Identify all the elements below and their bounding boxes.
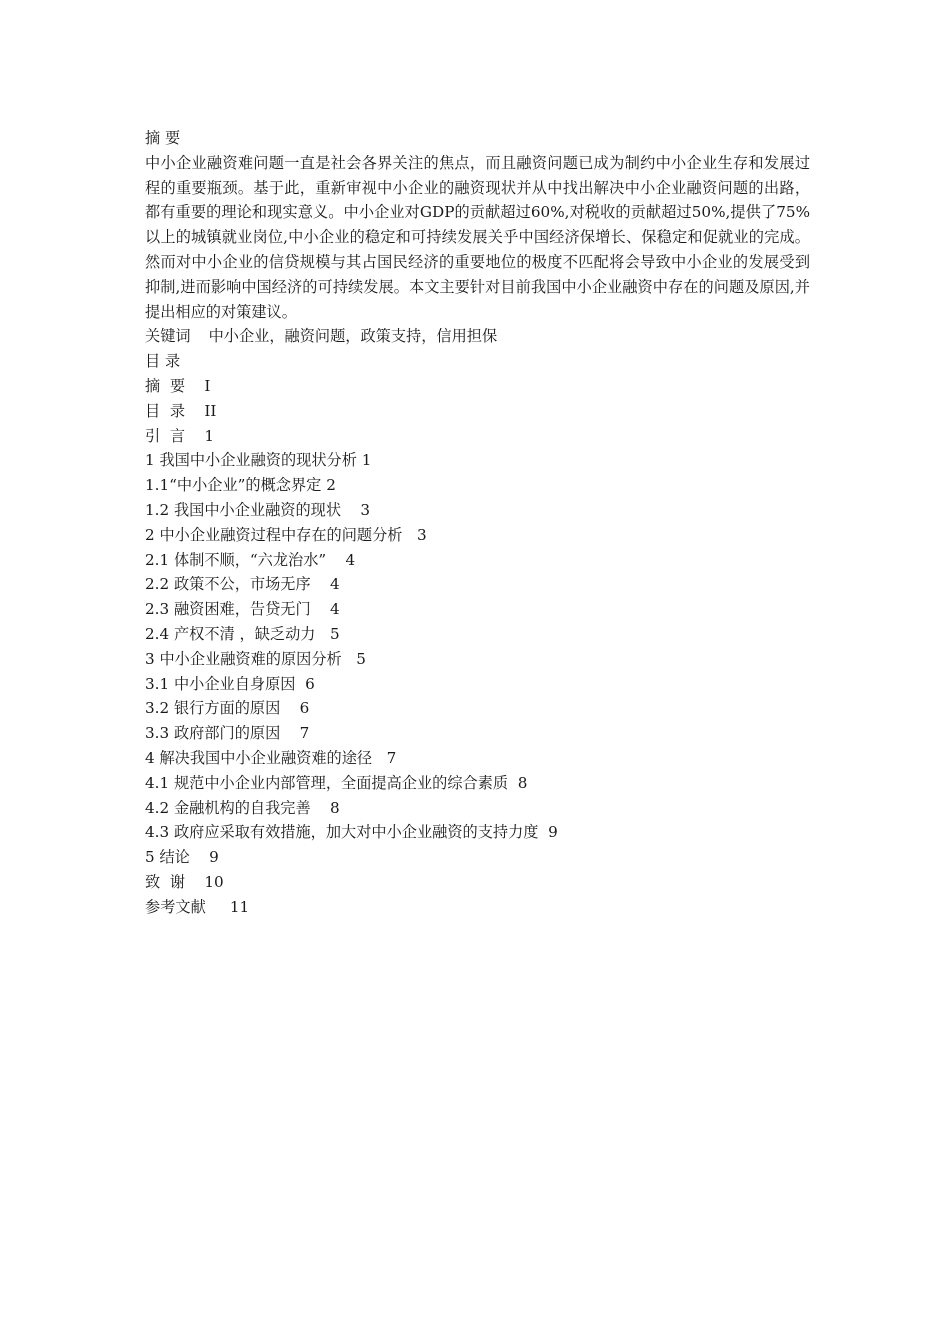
toc-item: 目 录 II bbox=[145, 401, 217, 420]
toc-heading: 目 录 bbox=[145, 352, 181, 371]
toc-item: 3.3 政府部门的原因 7 bbox=[145, 724, 310, 743]
toc-item: 3 中小企业融资难的原因分析 5 bbox=[145, 649, 366, 668]
toc-item: 4.2 金融机构的自我完善 8 bbox=[145, 798, 340, 817]
toc-item: 2.3 融资困难，告贷无门 4 bbox=[145, 600, 340, 619]
toc-item: 3.2 银行方面的原因 6 bbox=[145, 699, 310, 718]
toc-item: 摘 要 I bbox=[145, 376, 211, 395]
keywords-line bbox=[145, 324, 810, 349]
toc-item: 2.4 产权不清 ，缺乏动力 5 bbox=[145, 624, 340, 643]
abstract-heading: 摘 要 bbox=[145, 129, 181, 147]
toc-item: 2 中小企业融资过程中存在的问题分析 3 bbox=[145, 525, 427, 544]
toc-item: 4 解决我国中小企业融资难的途径 7 bbox=[145, 748, 397, 767]
toc-list bbox=[145, 374, 810, 920]
toc-item: 1.2 我国中小企业融资的现状 3 bbox=[145, 500, 371, 519]
toc-item: 引 言 1 bbox=[145, 426, 215, 445]
toc-item: 1 我国中小企业融资的现状分析 1 bbox=[145, 451, 372, 470]
keywords-text: 中小企业，融资问题，政策支持，信用担保 bbox=[208, 327, 498, 346]
toc-item: 4.1 规范中小企业内部管理，全面提高企业的综合素质 8 bbox=[145, 773, 528, 792]
toc-item: 5 结论 9 bbox=[145, 848, 219, 867]
toc-item: 2.1 体制不顺，“六龙治水” 4 bbox=[145, 550, 356, 569]
toc-item: 4.3 政府应采取有效措施，加大对中小企业融资的支持力度 9 bbox=[145, 823, 558, 842]
keywords-label: 关键词 bbox=[145, 327, 191, 346]
toc-item: 3.1 中小企业自身原因 6 bbox=[145, 674, 315, 693]
toc-item: 1.1“中小企业”的概念界定 2 bbox=[145, 476, 336, 495]
abstract-paragraph: 中小企业融资难问题一直是社会各界关注的焦点，而且融资问题已成为制约中小企业生存和发展过程的重要瓶颈。基于此，重新审视中小企业的融资现状并从中找出解决中小企业融资问题的出路，都有重要的理论和现实意义。中小企业对GDP的贡献超过60%,对税收的贡献超过50%,提供了75%以上的城镇就业岗位,中小企业的稳定和可持续发展关乎中国经济保增长、保稳定和促就业的完成。然而对中小企业的信贷规模与其占国民经济的重要地位的极度不匹配将会导致中小企业的发展受到抑制,进而影响中国经济的可持续发展。本文主要针对目前我国中小企业融资中存在的问题及原因,并提出相应的对策建议。 bbox=[145, 153, 810, 321]
toc-item: 致 谢 10 bbox=[145, 872, 224, 891]
toc-item: 参考文献 11 bbox=[145, 897, 250, 916]
document-page bbox=[145, 126, 810, 920]
toc-item: 2.2 政策不公，市场无序 4 bbox=[145, 575, 340, 594]
